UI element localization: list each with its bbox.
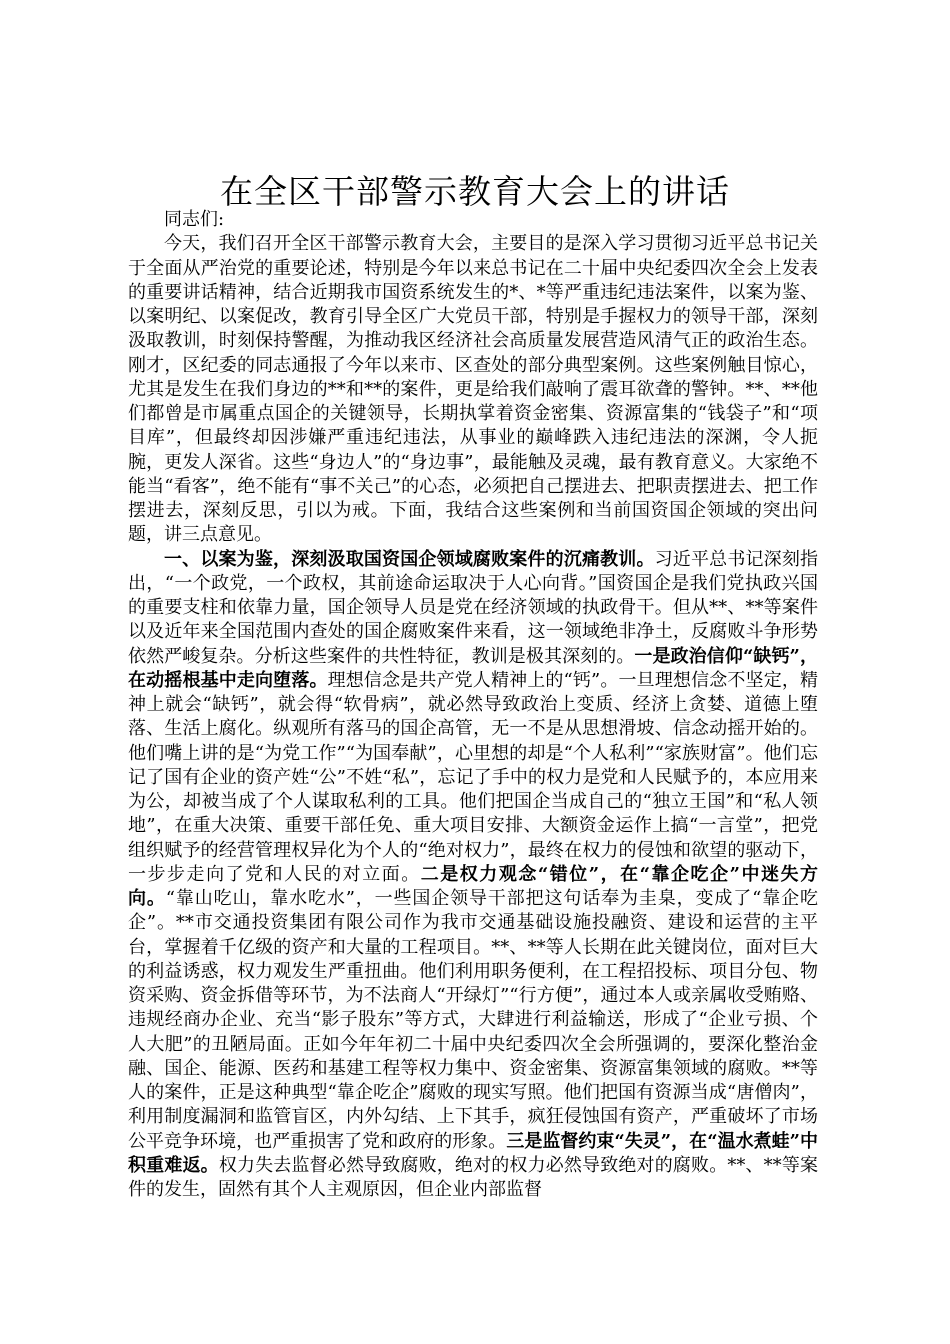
salutation: 同志们: <box>164 209 225 230</box>
point-one-text: 理想信念是共产党人精神上的“钙”。一旦理想信念不坚定，精神上就会“缺钙”，就会得“软骨病”，就必然导致政治上变质、经济上贪婪、道德上堕落、生活上腐化。纵观所有落马的国企高管，无一不是从思想滑坡、信念动摇开始的。他们嘴上讲的是“为党工作”“为国奉献”，心里想的却是“个人私利”“家族财富”。他们忘记了国有企业的资产姓“公”不姓“私”，忘记了手中的权力是党和人民赋予的，本应用来为公，却被当成了个人谋取私利的工具。他们把国企当成自己的“独立王国”和“私人领地”，在重大决策、重要干部任免、重大项目安排、大额资金运作上搞“一言堂”，把党组织赋予的经营管理权异化为个人的“绝对权力”，最终在权力的侵蚀和欲望的驱动下，一步步走向了党和人民的对立面。 <box>128 669 819 885</box>
point-two-text: “靠山吃山，靠水吃水”，一些国企领导干部把这句话奉为圭臬，变成了“靠企吃企”。**市交通投资集团有限公司作为我市交通基础设施投融资、建设和运营的主平台，掌握着千亿级的资产和大量的工程项目。**、**等人长期在此关键岗位，面对巨大的利益诱惑，权力观发生严重扭曲。他们利用职务便利，在工程招投标、项目分包、物资采购、资金拆借等环节，为不法商人“开绿灯”“行方便”，通过本人或亲属收受贿赂、违规经商办企业、充当“影子股东”等方式，大肆进行利益输送，形成了“企业亏损、个人大肥”的丑陋局面。正如今年年初二十届中央纪委四次全会所强调的，要深化整治金融、国企、能源、医药和基建工程等权力集中、资金密集、资源富集领域的腐败。**等人的案件，正是这种典型“靠企吃企”腐败的现实写照。他们把国有资源当成“唐僧肉”，利用制度漏洞和监管盲区，内外勾结、上下其手，疯狂侵蚀国有资产，严重破坏了市场公平竞争环境，也严重损害了党和政府的形象。 <box>128 888 819 1152</box>
section-one-text: 习近平总书记深刻指出，“一个政党，一个政权，其前途命运取决于人心向背。”国资国企是我们党执政兴国的重要支柱和依靠力量，国企领导人员是党在经济领域的执政骨干。但从**、**等案件以及近年来全国范围内查处的国企腐败案件来看，这一领域绝非净土，反腐败斗争形势依然严峻复杂。分析这些案件的共性特征，教训是极其深刻的。 <box>128 548 819 667</box>
document-title: 在全区干部警示教育大会上的讲话 <box>220 172 730 211</box>
section-one-heading: 一、以案为鉴，深刻汲取国资国企领域腐败案件的沉痛教训。 <box>164 548 655 570</box>
paragraph-intro: 今天，我们召开全区干部警示教育大会，主要目的是深入学习贯彻习近平总书记关于全面从严治党的重要论述，特别是今年以来总书记在二十届中央纪委四次全会上发表的重要讲话精神，结合近期我市国资系统发生的*、*等严重违纪违法案件，以案为鉴、以案明纪、以案促改，教育引导全区广大党员干部，特别是手握权力的领导干部，深刻汲取教训，时刻保持警醒，为推动我区经济社会高质量发展营造风清气正的政治生态。刚才，区纪委的同志通报了今年以来市、区查处的部分典型案例。这些案例触目惊心，尤其是发生在我们身边的**和**的案件，更是给我们敲响了震耳欲聋的警钟。**、**他们都曾是市属重点国企的关键领导，长期执掌着资金密集、资源富集的“钱袋子”和“项目库”，但最终却因涉嫌严重违纪违法，从事业的巅峰跌入违纪违法的深渊，令人扼腕，更发人深省。这些“身边人”的“身边事”，最能触及灵魂，最有教育意义。大家绝不能当“看客”，绝不能有“事不关己”的心态，必须把自己摆进去、把职责摆进去、把工作摆进去，深刻反思，引以为戒。下面，我结合这些案例和当前国资国企领域的突出问题，讲三点意见。 <box>128 233 818 546</box>
point-three-heading: 三是监督约束“失灵”，在“温水煮蛙”中积重难返。 <box>128 1130 818 1176</box>
paragraph-section-one <box>128 548 818 1203</box>
point-three-text: 权力失去监督必然导致腐败，绝对的权力必然导致绝对的腐败。**、**等案件的发生，固然有其个人主观原因，但企业内部监督 <box>128 1154 818 1200</box>
point-two-heading: 二是权力观念“错位”，在“靠企吃企”中迷失方向。 <box>128 863 818 909</box>
point-one-heading: 一是政治信仰“缺钙”，在动摇根基中走向堕落。 <box>128 645 818 691</box>
document-body <box>128 208 818 1202</box>
